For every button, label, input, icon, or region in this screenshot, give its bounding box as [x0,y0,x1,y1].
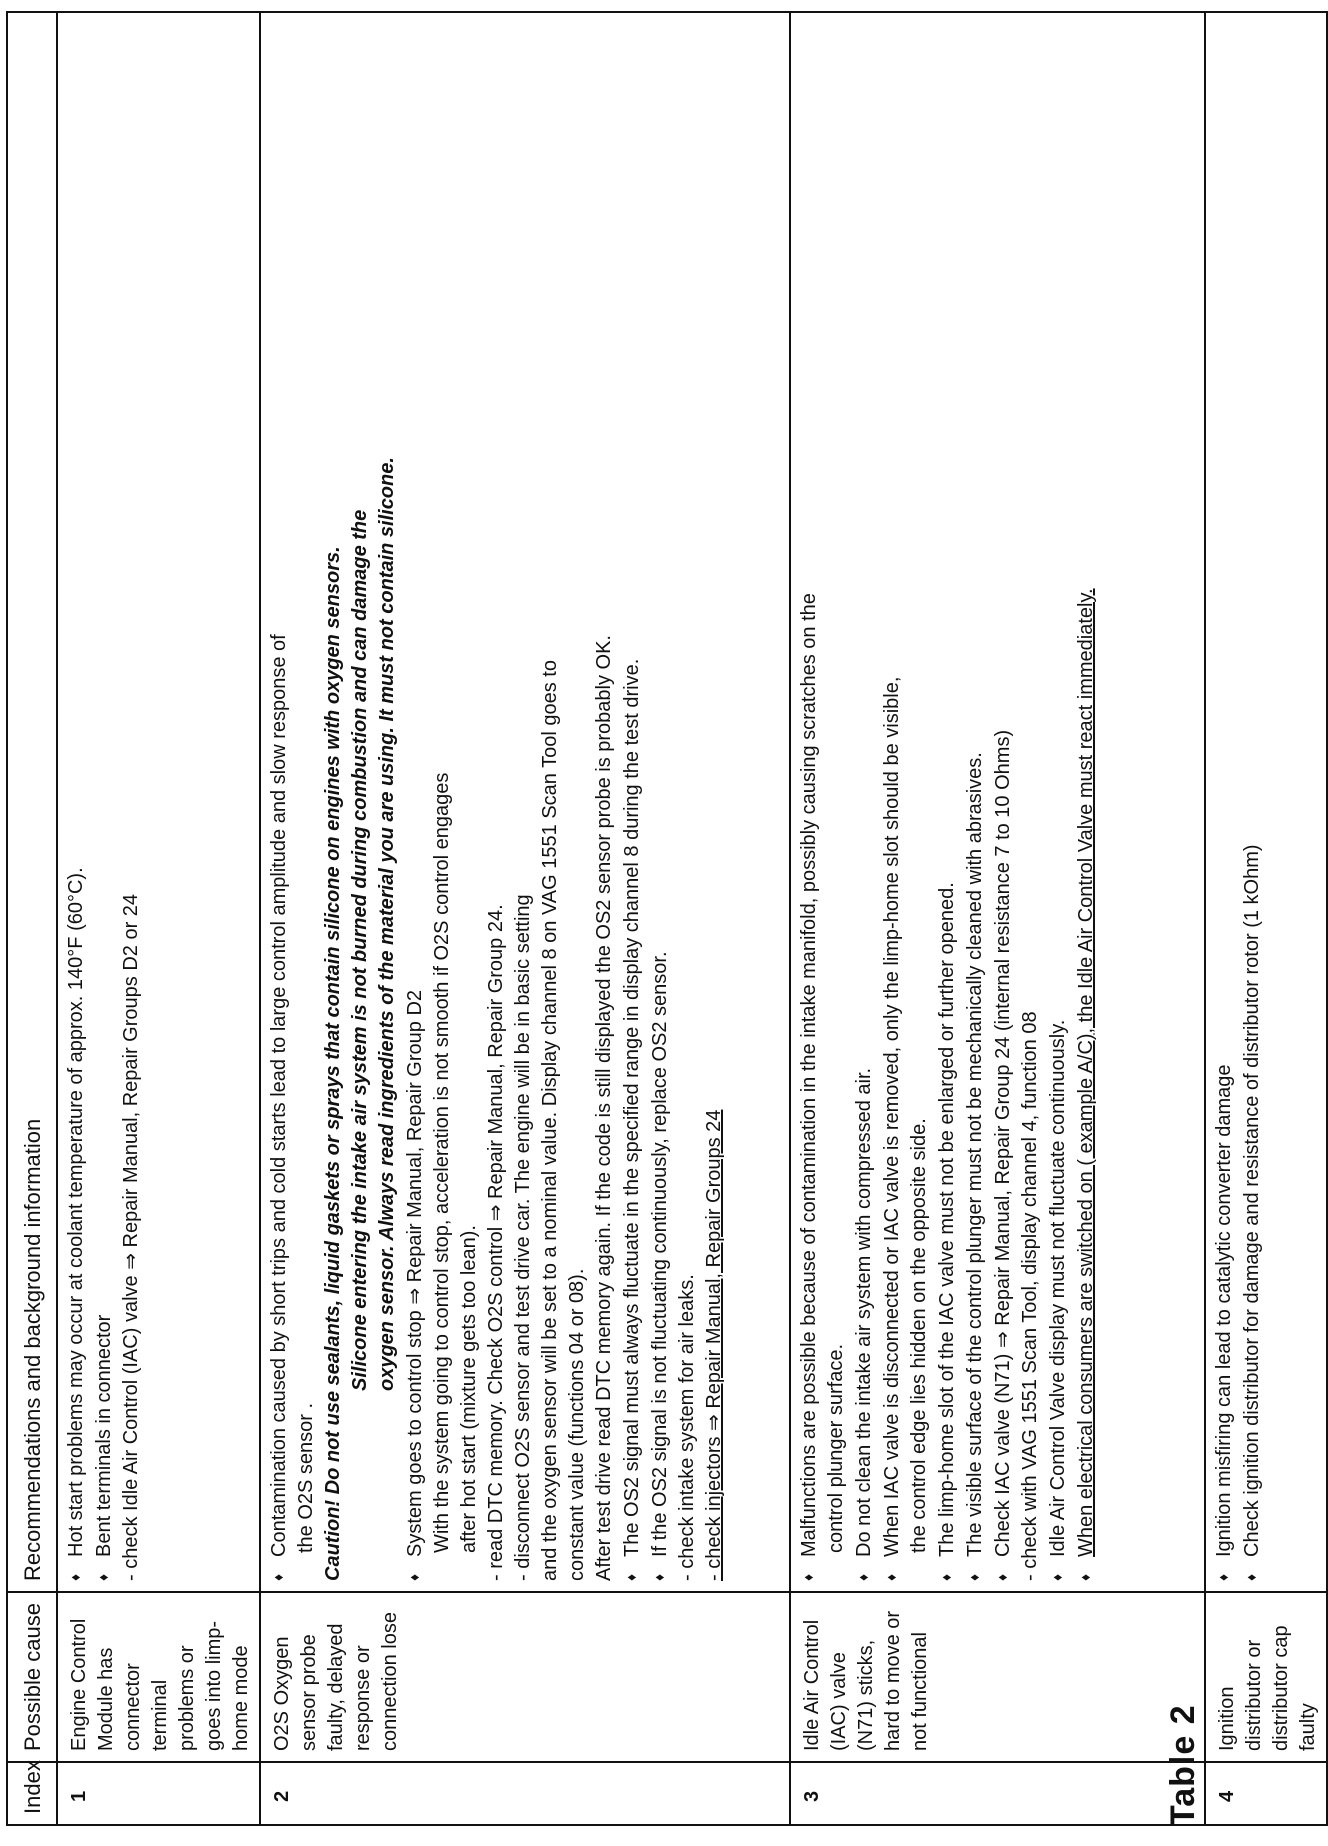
rec-line [701,23,728,1581]
recommendation-cell [790,12,1205,1592]
bullet-icon: ♦ [966,1573,982,1581]
table-row [1205,12,1327,1825]
bullet-icon: ♦ [95,1573,111,1581]
rec-line [510,23,537,1581]
rec-line [1072,23,1100,1581]
bullet-icon: ♦ [1049,1573,1065,1581]
rec-line [961,23,989,1581]
row-index: 4 [1216,1790,1238,1802]
table-header-row [7,12,57,1825]
recommendation-cell [260,12,790,1592]
rec-text: With the system going to control stop, acceleration is not smooth if O2S control engages [431,772,453,1553]
bullet-icon: ♦ [855,1573,871,1581]
rec-line [618,23,646,1581]
rec-line [456,23,483,1581]
rec-line [823,23,850,1581]
bullet-icon: ♦ [67,1573,83,1581]
rec-text: constant value (functions 04 or 08). [566,1268,588,1581]
bullet-icon: ♦ [406,1573,422,1581]
possible-cause: Engine Control Module has connector terminal problems or goes into limp-home mode [68,1618,252,1751]
rec-text: Hot start problems may occur at coolant temperature of approx. 140°F (60°C). [65,867,87,1557]
rec-text: - disconnect O2S sensor and test drive car. The engine will be in basic setting [512,894,534,1581]
rec-text: If the OS2 signal is not fluctuating continuously, replace OS2 sensor. [649,951,671,1557]
table-row [57,12,260,1825]
bullet-icon: ♦ [1243,1573,1259,1581]
cause-cell [790,1592,1205,1762]
rec-line [564,23,591,1581]
bullet-icon: ♦ [994,1573,1010,1581]
row-index: 1 [68,1790,90,1802]
row-index: 3 [801,1790,823,1802]
table-row [260,12,790,1825]
rec-text: When electrical consumers are switched on ( example A/C), the Idle Air Control Valve must react immediately. [1075,588,1097,1557]
cause-cell [260,1592,790,1762]
rec-text: After test drive read DTC memory again. If the code is still displayed the OS2 sensor probe is probably OK. [593,635,615,1581]
caution-line [347,23,374,1581]
bullet-icon: ♦ [1077,1573,1093,1581]
row-index: 2 [271,1790,293,1802]
rec-line [1017,23,1044,1581]
rec-text: Malfunctions are possible because of contamination in the intake manifold, possibly causing scratches on the [798,593,820,1557]
caution-line [320,23,347,1581]
diagnostic-table [6,11,1328,1826]
rec-line [90,23,118,1581]
bullet-icon: ♦ [938,1573,954,1581]
caution-line [374,23,401,1581]
rec-line [933,23,961,1581]
rec-line [537,23,564,1581]
rec-text: the O2S sensor . [295,1402,317,1553]
rec-text: after hot start (mixture gets too lean). [458,1225,480,1553]
index-cell [1205,1762,1327,1825]
rec-line [1210,23,1238,1581]
rec-line [646,23,674,1581]
rec-text: When IAC valve is disconnected or IAC valve is removed, only the limp-home slot should be visible, [881,676,903,1557]
possible-cause: O2S Oxygen sensor probe faulty, delayed response or connection lose [271,1612,401,1751]
rec-text: and the oxygen sensor will be set to a nominal value. Display channel 8 on VAG 1551 Scan Tool goes to [539,660,561,1581]
rec-line [429,23,456,1581]
table-title: Table 2 [1164,1704,1202,1826]
recommendation-cell [1205,12,1327,1592]
rec-text: - check intake system for air leaks. [676,1274,698,1581]
rec-text: Ignition misfiring can lead to catalytic converter damage [1213,1064,1235,1557]
caution-text: Silicone entering the intake air system is not burned during combustion and can damage the [349,509,371,1391]
cause-cell [1205,1592,1327,1762]
column-header-recommendations: Recommendations and background information [7,12,57,1592]
rec-line [850,23,878,1581]
rec-text: System goes to control stop ⇒ Repair Manual, Repair Group D2 [404,989,426,1557]
rec-line [591,23,618,1581]
rec-line [906,23,933,1581]
rec-text: Check ignition distributor for damage and resistance of distributor rotor (1 kOhm) [1241,844,1263,1557]
rec-line [1044,23,1072,1581]
rec-text: - check injectors ⇒ Repair Manual, Repair Groups 24 [703,1109,725,1581]
rec-line [483,23,510,1581]
bullet-icon: ♦ [651,1573,667,1581]
cause-cell [57,1592,260,1762]
rec-line [265,23,293,1581]
rec-text: The visible surface of the control plunger must not be mechanically cleaned with abrasives. [964,752,986,1557]
rec-text: Check IAC valve (N71) ⇒ Repair Manual, Repair Group 24 (internal resistance 7 to 10 Ohms) [992,729,1014,1557]
caution-text: oxygen sensor. Always read ingredients of the material you are using. It must not contain silicone. [376,457,398,1391]
column-header-cause: Possible cause [7,1592,57,1762]
rec-text: Bent terminals in connector [93,1314,115,1557]
rec-line [1238,23,1266,1581]
rec-line [293,23,320,1581]
rec-text: Contamination caused by short trips and cold starts lead to large control amplitude and slow response of [268,634,290,1557]
table-row [790,12,1205,1825]
bullet-icon: ♦ [270,1573,286,1581]
rec-line [674,23,701,1581]
rec-text: Do not clean the intake air system with compressed air. [853,1067,875,1557]
caution-text: Caution! Do not use sealants, liquid gaskets or sprays that contain silicone on engines with oxygen sensors. [322,546,344,1581]
rec-text: The limp-home slot of the IAC valve must not be enlarged or further opened. [936,882,958,1557]
rec-text: the control edge lies hidden on the opposite side. [908,1118,930,1553]
rec-text: The OS2 signal must always fluctuate in the specified range in display channel 8 during the test drive. [621,658,643,1557]
rec-line [118,23,145,1581]
rec-line [401,23,429,1581]
recommendation-cell [57,12,260,1592]
rec-text: - check with VAG 1551 Scan Tool, display channel 4, function 08 [1019,1011,1041,1581]
rec-text: - read DTC memory. Check O2S control ⇒ Repair Manual, Repair Group 24. [485,904,507,1581]
rec-line [62,23,90,1581]
bullet-icon: ♦ [1215,1573,1231,1581]
rec-line [989,23,1017,1581]
rec-text: control plunger surface. [825,1343,847,1553]
rec-text: - check Idle Air Control (IAC) valve ⇒ Repair Manual, Repair Groups D2 or 24 [120,893,142,1581]
possible-cause: Idle Air Control (IAC) valve (N71) sticks, hard to move or not functional [801,1610,931,1751]
index-cell [57,1762,260,1825]
column-header-index: Index [7,1762,57,1825]
rec-text: Idle Air Control Valve display must not fluctuate continuously. [1047,1019,1069,1557]
possible-cause: Ignition distributor or distributor cap faulty [1216,1625,1319,1751]
rec-line [878,23,906,1581]
rec-line [795,23,823,1581]
bullet-icon: ♦ [883,1573,899,1581]
index-cell [790,1762,1205,1825]
index-cell [260,1762,790,1825]
bullet-icon: ♦ [800,1573,816,1581]
bullet-icon: ♦ [623,1573,639,1581]
